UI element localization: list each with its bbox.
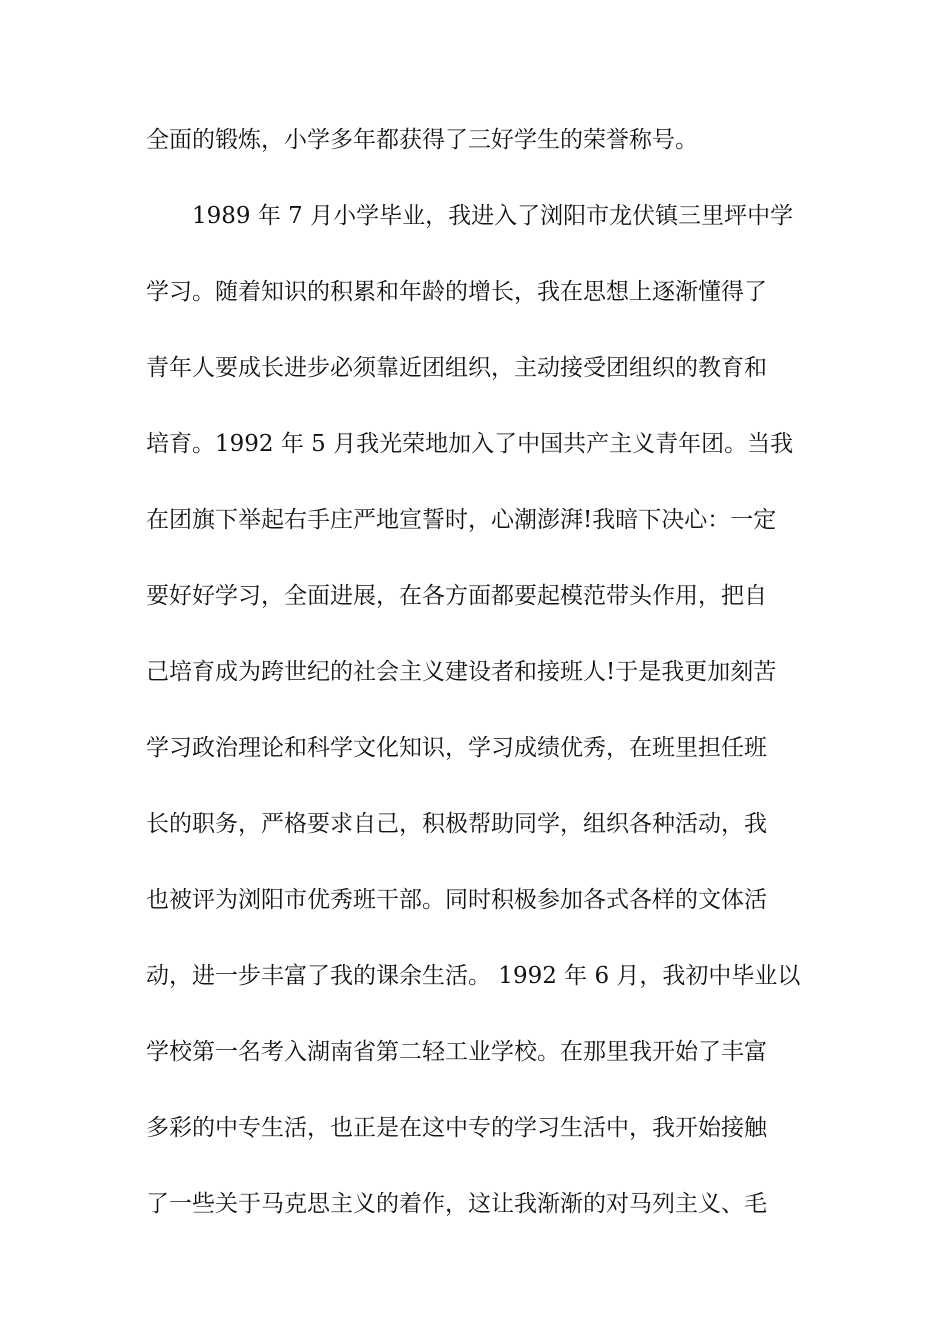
text-line: 1989 年 7 月小学毕业，我进入了浏阳市龙伏镇三里坪中学 [192,203,794,229]
document-body [146,128,811,1216]
text-line: 动，进一步丰富了我的课余生活。 1992 年 6 月，我初中毕业以 [146,963,801,989]
text-line: 学校第一名考入湖南省第二轻工业学校。在那里我开始了丰富 [146,1039,767,1065]
text-line: 学习。随着知识的积累和年龄的增长，我在思想上逐渐懂得了 [146,279,767,305]
text-line: 了一些关于马克思主义的着作，这让我渐渐的对马列主义、毛 [146,1191,767,1217]
text-line: 青年人要成长进步必须靠近团组织，主动接受团组织的教育和 [146,355,767,381]
text-line: 全面的锻炼，小学多年都获得了三好学生的荣誉称号。 [146,127,698,153]
text-line: 要好好学习，全面进展，在各方面都要起模范带头作用，把自 [146,583,767,609]
text-line: 己培育成为跨世纪的社会主义建设者和接班人!于是我更加刻苦 [146,659,777,685]
text-line: 在团旗下举起右手庄严地宣誓时，心潮澎湃!我暗下决心：一定 [146,507,777,533]
text-line: 多彩的中专生活，也正是在这中专的学习生活中，我开始接触 [146,1115,767,1141]
text-line: 长的职务，严格要求自己，积极帮助同学，组织各种活动，我 [146,811,767,837]
text-line: 学习政治理论和科学文化知识，学习成绩优秀，在班里担任班 [146,735,767,761]
text-line: 也被评为浏阳市优秀班干部。同时积极参加各式各样的文体活 [146,887,767,913]
text-line: 培育。1992 年 5 月我光荣地加入了中国共产主义青年团。当我 [146,431,794,457]
